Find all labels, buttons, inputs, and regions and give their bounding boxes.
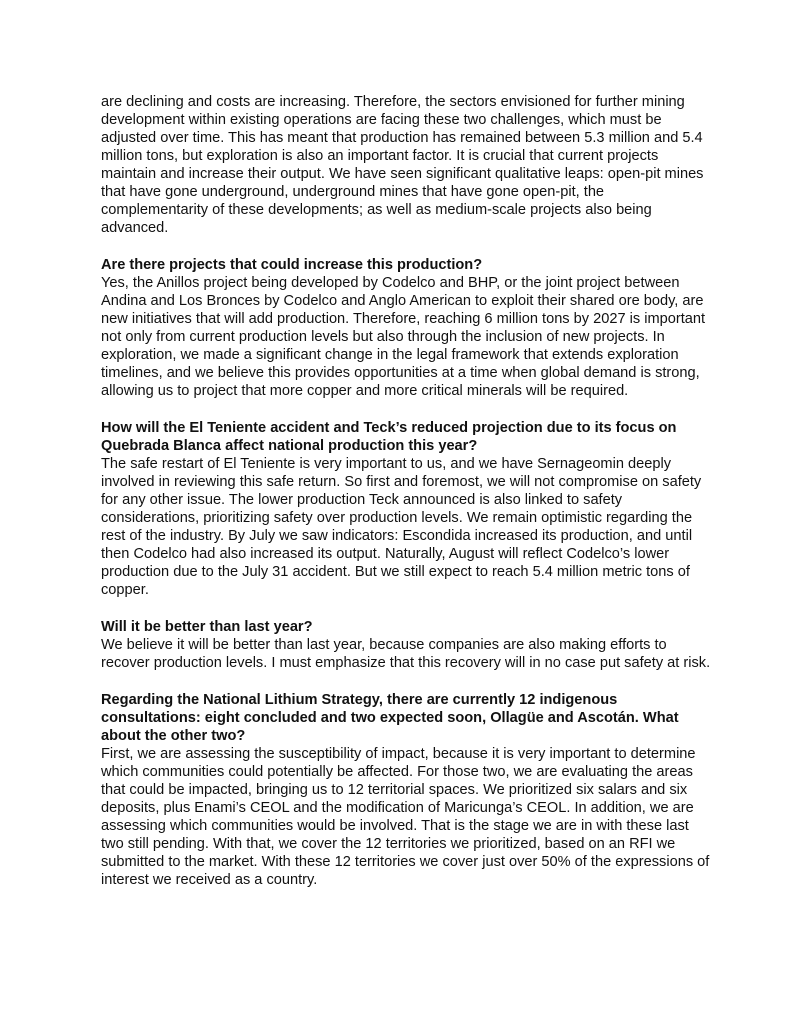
paragraph-production-context: are declining and costs are increasing. Therefore, the sectors envisioned for further mining development within existing operations are facing these two challenges, which must be adjusted over time. This has meant that production has remained between 5.3 million and 5.4 million tons, but exploration is also an important factor. It is crucial that current projects maintain and increase their output. We have seen significant qualitative leaps: open-pit mines that have gone underground, underground mines that have gone open-pit, the complementarity of these developments; as well as medium-scale projects also being advanced. — [101, 94, 704, 236]
answer-lithium-strategy: First, we are assessing the susceptibility of impact, because it is very important to determine which communities could potentially be affected. For those two, we are evaluating the areas that could be impacted, bringing us to 12 territorial spaces. We prioritized six salars and six deposits, plus Enami’s CEOL and the modification of Maricunga’s CEOL. In addition, we are assessing which communities would be involved. That is the stage we are in with these last two still pending. With that, we cover the 12 territories we prioritized, based on an RFI we submitted to the market. With these 12 territories we cover just over 50% of the expressions of interest we received as a country. — [101, 746, 710, 888]
answer-new-projects: Yes, the Anillos project being developed by Codelco and BHP, or the joint project between Andina and Los Bronces by Codelco and Anglo American to exploit their shared ore body, are new initiatives that will add production. Therefore, reaching 6 million tons by 2027 is important not only from current production levels but also through the inclusion of new projects. In exploration, we made a significant change in the legal framework that extends exploration timelines, and we believe this provides opportunities at a time when global demand is strong, allowing us to project that more copper and more critical minerals will be required. — [101, 275, 706, 399]
answer-better-than-last-year: We believe it will be better than last year, because companies are also making efforts to recover production levels. I must emphasize that this recovery will in no case put safety at risk. — [101, 637, 711, 671]
question-lithium-strategy: Regarding the National Lithium Strategy, there are currently 12 indigenous consultations: eight concluded and two expected soon, Ollagüe and Ascotán. What about the other two? — [101, 692, 679, 744]
question-el-teniente: How will the El Teniente accident and Teck’s reduced projection due to its focus on Quebrada Blanca affect national production this year? — [101, 420, 677, 454]
paragraph-gap — [101, 400, 711, 419]
paragraph-gap — [101, 672, 711, 691]
question-better-than-last-year: Will it be better than last year? — [101, 619, 313, 635]
answer-el-teniente: The safe restart of El Teniente is very important to us, and we have Sernageomin deeply involved in reviewing this safe return. So first and foremost, we will not compromise on safety for any other issue. The lower production Teck announced is also linked to safety considerations, prioritizing safety over production levels. We remain optimistic regarding the rest of the industry. By July we saw indicators: Escondida increased its production, and until then Codelco had also increased its output. Naturally, August will reflect Codelco’s lower production due to the July 31 accident. But we still expect to reach 5.4 million metric tons of copper. — [101, 456, 702, 598]
paragraph-gap — [101, 237, 711, 256]
document-page — [101, 93, 711, 889]
paragraph-gap — [101, 599, 711, 618]
question-new-projects: Are there projects that could increase this production? — [101, 257, 483, 273]
